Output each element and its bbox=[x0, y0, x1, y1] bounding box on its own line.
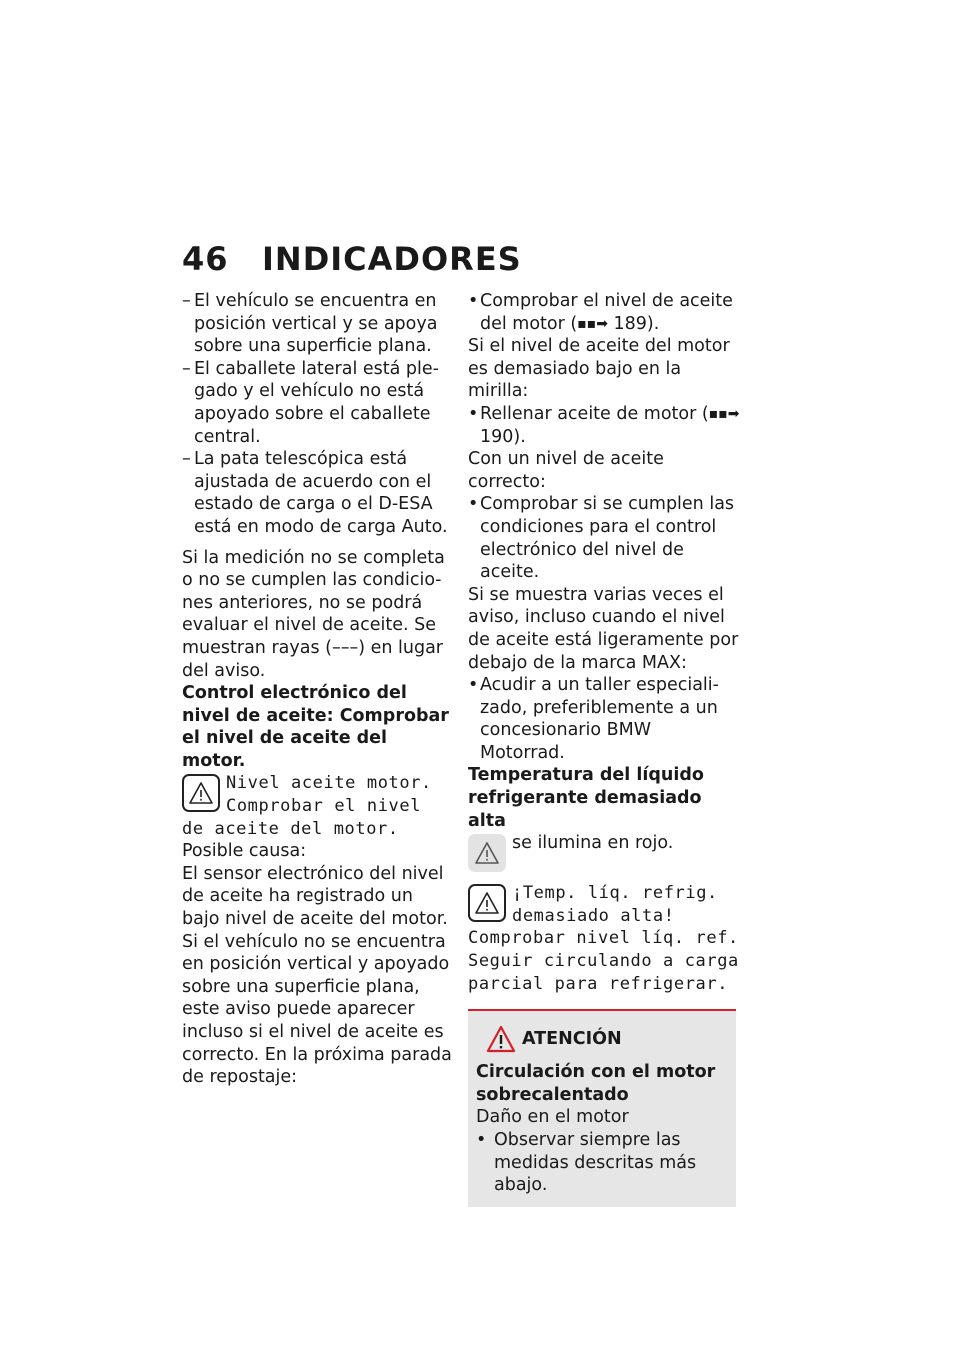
page-reference: 190). bbox=[480, 426, 526, 447]
action-item: • Comprobar si se cumplen las condiciones para el control electrónico del nivel de aceite. bbox=[468, 493, 740, 583]
action-text: Rellenar aceite de motor ( bbox=[480, 403, 709, 424]
arrow-reference-icon: ▪▪➡ bbox=[577, 315, 608, 332]
condition-item: – El vehículo se encuentra en posición vertical y se apoya sobre una superficie plana. bbox=[182, 290, 452, 358]
right-column bbox=[468, 290, 740, 1207]
indicator-text: se ilumina en rojo. bbox=[512, 833, 674, 854]
repeat-paragraph: Si se muestra varias veces el aviso, incluso cuando el nivel de aceite está ligeramente por debajo de la marca MAX: bbox=[468, 584, 739, 673]
caution-item: • Observar siempre las medidas descritas más abajo. bbox=[476, 1129, 726, 1197]
oil-warning-block bbox=[182, 772, 452, 840]
left-column bbox=[182, 290, 452, 1089]
display-message: ¡Temp. líq. refrig. demasiado alta! Comprobar nivel líq. ref. Seguir circulando a carga parcial para refrigerar. bbox=[468, 883, 739, 994]
action-item bbox=[468, 403, 740, 448]
page-header bbox=[182, 240, 522, 278]
coolant-heading: Temperatura del líquido refrigerante demasiado alta bbox=[468, 765, 704, 831]
coolant-warning-block bbox=[468, 882, 740, 995]
action-item bbox=[468, 290, 740, 335]
caution-label: ATENCIÓN bbox=[522, 1028, 622, 1049]
caution-header bbox=[486, 1025, 726, 1053]
measurement-paragraph: Si la medición no se completa o no se cumplen las condiciones anteriores, no se podrá evaluar el nivel de aceite. Se muestran rayas (–––) en lugar del aviso. bbox=[182, 547, 445, 681]
low-level-paragraph: Si el nivel de aceite del motor es demasiado bajo en la mirilla: bbox=[468, 336, 730, 402]
action-item: • Acudir a un taller especializado, preferiblemente a un concesionario BMW Motorrad. bbox=[468, 674, 740, 764]
caution-triangle-icon bbox=[486, 1025, 516, 1053]
page-reference: 189). bbox=[613, 313, 660, 334]
display-message: Nivel aceite motor. Comprobar el nivel de aceite del motor. bbox=[182, 773, 432, 839]
caution-title: Circulación con el motor sobrecalentado bbox=[476, 1062, 716, 1105]
cause-label: Posible causa: bbox=[182, 841, 307, 862]
section-title: INDICADORES bbox=[262, 240, 522, 278]
caution-box bbox=[468, 1009, 736, 1207]
correct-level-paragraph: Con un nivel de aceite correcto: bbox=[468, 449, 664, 492]
warning-triangle-icon bbox=[468, 884, 506, 922]
coolant-indicator-block bbox=[468, 832, 740, 874]
condition-item: – La pata telescópica está ajustada de acuerdo con el estado de carga o el D-ESA está en modo de carga Auto. bbox=[182, 448, 452, 538]
oil-level-heading: Control electrónico del nivel de aceite: Comprobar el nivel de aceite del motor. bbox=[182, 683, 449, 771]
warning-triangle-icon bbox=[182, 774, 220, 812]
arrow-reference-icon: ▪▪➡ bbox=[708, 405, 740, 422]
warning-triangle-icon bbox=[468, 834, 506, 872]
caution-consequence: Daño en el motor bbox=[476, 1107, 629, 1128]
action-text: Comprobar el nivel de aceite del motor ( bbox=[480, 291, 733, 334]
cause-text: El sensor electrónico del nivel de aceite ha registrado un bajo nivel de aceite del motor. Si el vehículo no se encuentra en posición vertical y apoyado sobre una superficie plana, este aviso puede aparecer incluso si el nivel de aceite es correcto. En la próxima parada de repostaje: bbox=[182, 863, 452, 1088]
condition-item: – El caballete lateral está plegado y el vehículo no está apoyado sobre el caballete central. bbox=[182, 358, 452, 448]
page-number: 46 bbox=[182, 240, 229, 278]
